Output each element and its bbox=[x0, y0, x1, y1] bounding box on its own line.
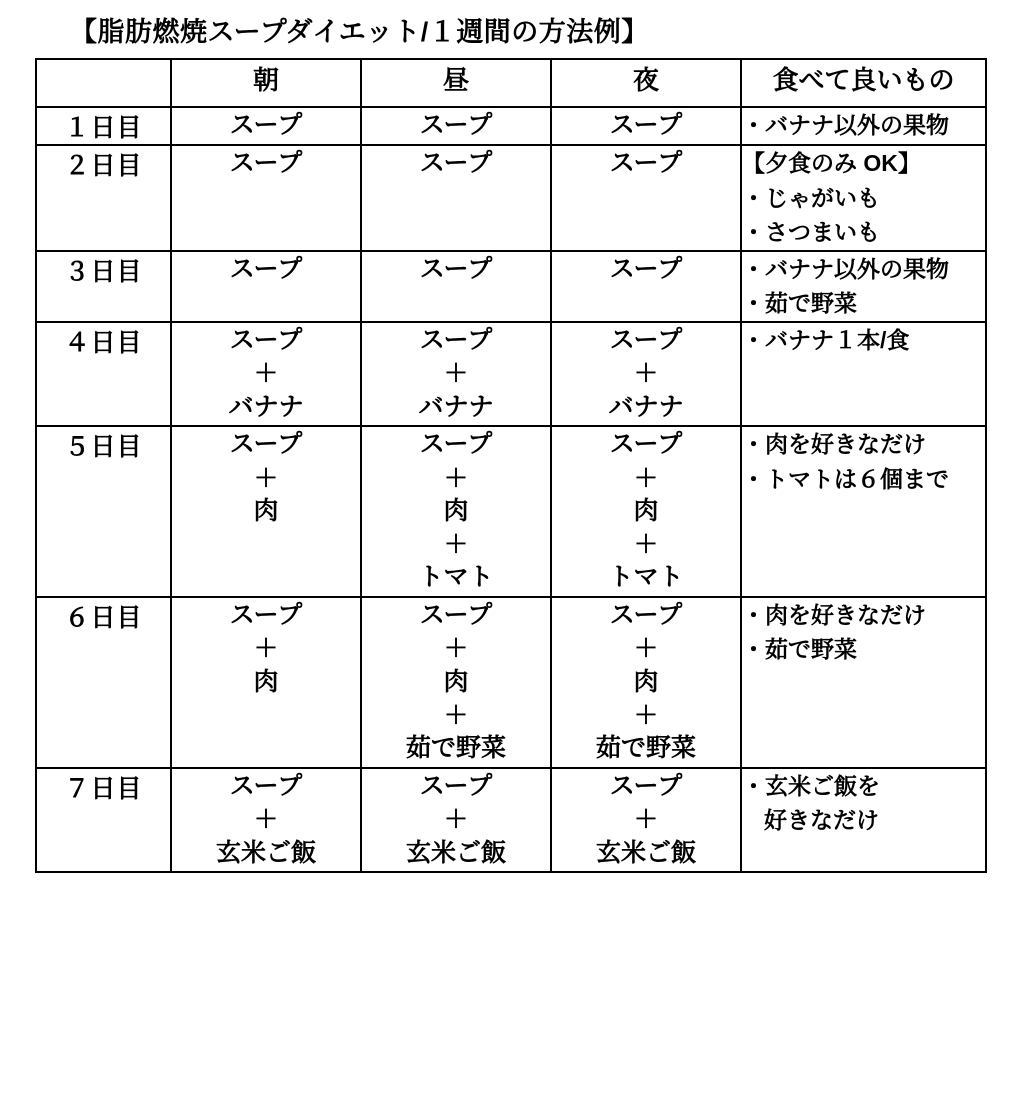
plus-separator: ＋ bbox=[444, 806, 468, 834]
plus-separator: ＋ bbox=[254, 360, 278, 388]
meal-cell-noon bbox=[361, 768, 551, 872]
meal-item: 茹で野菜 bbox=[595, 734, 696, 763]
day-label: ６日目 bbox=[36, 597, 171, 768]
table-header-row bbox=[36, 59, 986, 107]
meal-cell-morning bbox=[171, 426, 361, 597]
plus-separator: ＋ bbox=[634, 531, 658, 559]
meal-cell-night bbox=[551, 322, 741, 426]
allowed-foods-cell bbox=[741, 597, 986, 768]
table-row bbox=[36, 251, 986, 322]
meal-item: 玄米ご飯 bbox=[215, 838, 316, 867]
meal-item: スープ bbox=[419, 149, 493, 178]
plus-separator: ＋ bbox=[634, 360, 658, 388]
meal-item: 肉 bbox=[633, 496, 659, 525]
meal-item: スープ bbox=[419, 111, 493, 140]
plus-separator: ＋ bbox=[254, 464, 278, 492]
meal-cell-night bbox=[551, 251, 741, 322]
column-header-noon: 昼 bbox=[361, 59, 551, 107]
plus-separator: ＋ bbox=[634, 806, 658, 834]
meal-item: バナナ bbox=[418, 392, 494, 421]
allowed-food-item: ・トマトは６個まで bbox=[742, 465, 949, 492]
plus-separator: ＋ bbox=[634, 464, 658, 492]
allowed-food-item: 【夕食のみ OK】 bbox=[742, 150, 921, 177]
plus-separator: ＋ bbox=[444, 531, 468, 559]
meal-item: 肉 bbox=[443, 667, 469, 696]
allowed-foods-cell bbox=[741, 107, 986, 145]
meal-item: スープ bbox=[419, 325, 493, 354]
allowed-food-item: ・さつまいも bbox=[742, 219, 880, 246]
plus-separator: ＋ bbox=[444, 702, 468, 730]
meal-cell-night bbox=[551, 107, 741, 145]
day-label: ３日目 bbox=[36, 251, 171, 322]
meal-cell-night bbox=[551, 768, 741, 872]
column-header-allowed-foods: 食べて良いもの bbox=[741, 59, 986, 107]
meal-item: スープ bbox=[609, 325, 683, 354]
meal-cell-night bbox=[551, 145, 741, 251]
table-row bbox=[36, 145, 986, 251]
meal-item: 茹で野菜 bbox=[405, 734, 506, 763]
allowed-foods-cell bbox=[741, 322, 986, 426]
allowed-food-item: ・茹で野菜 bbox=[742, 636, 857, 663]
meal-cell-noon bbox=[361, 145, 551, 251]
allowed-food-item: ・肉を好きなだけ bbox=[742, 601, 926, 628]
table-row bbox=[36, 768, 986, 872]
diet-schedule-table bbox=[35, 58, 987, 873]
meal-item: スープ bbox=[609, 149, 683, 178]
meal-cell-noon bbox=[361, 251, 551, 322]
allowed-foods-cell bbox=[741, 145, 986, 251]
meal-item: スープ bbox=[609, 771, 683, 800]
day-label: １日目 bbox=[36, 107, 171, 145]
meal-item: トマト bbox=[608, 563, 684, 592]
plus-separator: ＋ bbox=[254, 635, 278, 663]
meal-item: 肉 bbox=[633, 667, 659, 696]
allowed-foods-cell bbox=[741, 768, 986, 872]
meal-item: バナナ bbox=[228, 392, 304, 421]
meal-cell-night bbox=[551, 426, 741, 597]
meal-item: スープ bbox=[609, 600, 683, 629]
meal-cell-noon bbox=[361, 597, 551, 768]
meal-item: スープ bbox=[229, 149, 303, 178]
table-row bbox=[36, 426, 986, 597]
column-header-day bbox=[36, 59, 171, 107]
meal-item: 肉 bbox=[443, 496, 469, 525]
meal-item: 玄米ご飯 bbox=[405, 838, 506, 867]
day-label: ５日目 bbox=[36, 426, 171, 597]
table-row bbox=[36, 107, 986, 145]
meal-cell-morning bbox=[171, 768, 361, 872]
meal-cell-morning bbox=[171, 597, 361, 768]
column-header-night: 夜 bbox=[551, 59, 741, 107]
allowed-food-item: ・バナナ以外の果物 bbox=[742, 255, 949, 282]
plus-separator: ＋ bbox=[254, 806, 278, 834]
plus-separator: ＋ bbox=[444, 635, 468, 663]
day-label: ７日目 bbox=[36, 768, 171, 872]
meal-item: スープ bbox=[609, 254, 683, 283]
plus-separator: ＋ bbox=[444, 464, 468, 492]
allowed-foods-cell bbox=[741, 251, 986, 322]
meal-item: 玄米ご飯 bbox=[595, 838, 696, 867]
meal-item: スープ bbox=[419, 600, 493, 629]
table-row bbox=[36, 322, 986, 426]
meal-item: スープ bbox=[229, 254, 303, 283]
plus-separator: ＋ bbox=[634, 702, 658, 730]
meal-cell-night bbox=[551, 597, 741, 768]
allowed-food-item: 好きなだけ bbox=[764, 807, 879, 834]
meal-item: バナナ bbox=[608, 392, 684, 421]
allowed-foods-cell bbox=[741, 426, 986, 597]
meal-item: 肉 bbox=[253, 496, 279, 525]
allowed-food-item: ・じゃがいも bbox=[742, 184, 880, 211]
meal-cell-morning bbox=[171, 107, 361, 145]
meal-item: スープ bbox=[229, 111, 303, 140]
meal-cell-morning bbox=[171, 251, 361, 322]
meal-item: スープ bbox=[609, 430, 683, 459]
allowed-food-item: ・肉を好きなだけ bbox=[742, 431, 926, 458]
meal-cell-morning bbox=[171, 322, 361, 426]
allowed-food-item: ・茹で野菜 bbox=[742, 290, 857, 317]
meal-item: 肉 bbox=[253, 667, 279, 696]
meal-item: スープ bbox=[229, 771, 303, 800]
meal-item: トマト bbox=[418, 563, 494, 592]
allowed-food-item: ・玄米ご飯を bbox=[742, 772, 880, 799]
plus-separator: ＋ bbox=[634, 635, 658, 663]
meal-item: スープ bbox=[609, 111, 683, 140]
meal-item: スープ bbox=[229, 325, 303, 354]
meal-cell-morning bbox=[171, 145, 361, 251]
allowed-food-item: ・バナナ１本/食 bbox=[742, 326, 910, 353]
meal-item: スープ bbox=[419, 430, 493, 459]
allowed-food-item: ・バナナ以外の果物 bbox=[742, 112, 949, 139]
plus-separator: ＋ bbox=[444, 360, 468, 388]
meal-cell-noon bbox=[361, 322, 551, 426]
meal-item: スープ bbox=[419, 771, 493, 800]
day-label: ２日目 bbox=[36, 145, 171, 251]
column-header-morning: 朝 bbox=[171, 59, 361, 107]
table-body bbox=[36, 107, 986, 872]
page-title: 【脂肪燃焼スープダイエット/１週間の方法例】 bbox=[70, 17, 649, 47]
meal-item: スープ bbox=[229, 600, 303, 629]
meal-cell-noon bbox=[361, 107, 551, 145]
meal-cell-noon bbox=[361, 426, 551, 597]
meal-item: スープ bbox=[229, 430, 303, 459]
day-label: ４日目 bbox=[36, 322, 171, 426]
table-row bbox=[36, 597, 986, 768]
meal-item: スープ bbox=[419, 254, 493, 283]
